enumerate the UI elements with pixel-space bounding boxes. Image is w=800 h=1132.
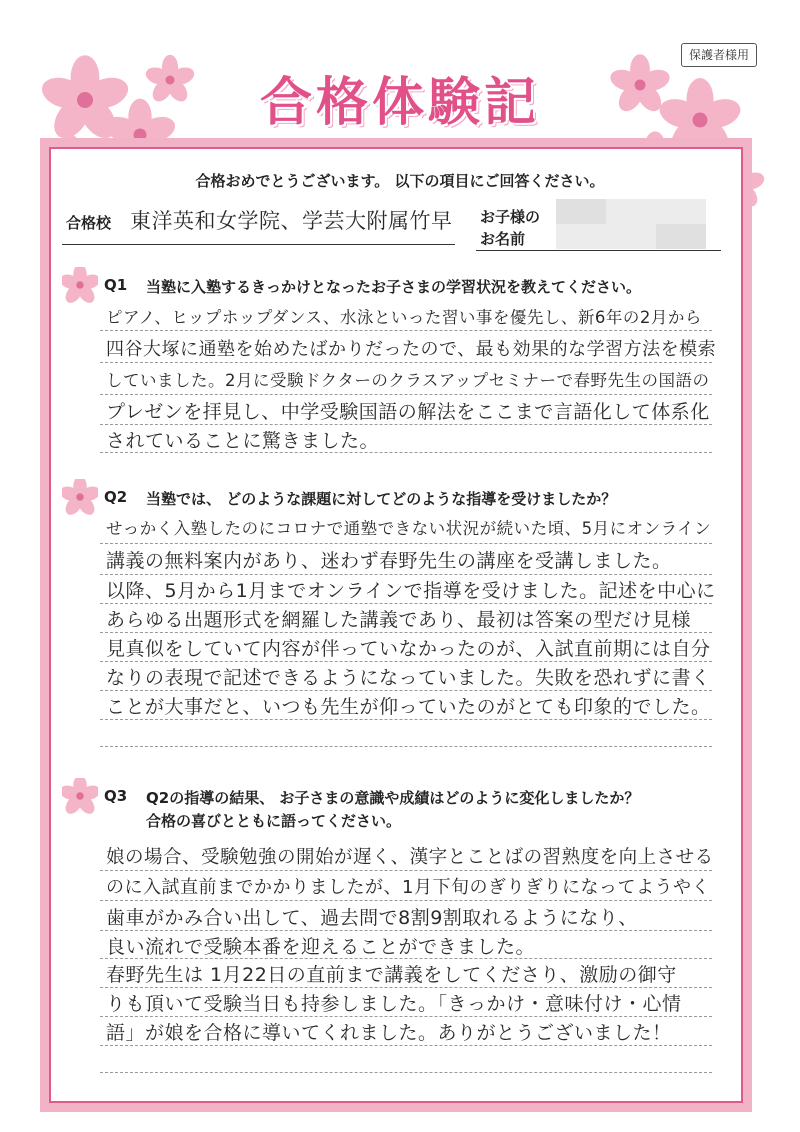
q3-rule-3 — [100, 930, 712, 931]
school-label: 合格校 — [66, 214, 112, 232]
q2-rule-3 — [100, 603, 712, 604]
q3-rule-7 — [100, 1045, 712, 1046]
child-name-underline — [476, 250, 721, 251]
q3-question-line-2: 合格の喜びとともに語ってください。 — [146, 812, 402, 830]
q2-rule-5 — [100, 661, 712, 662]
q3-answer-line-5: 春野先生は 1月22日の直前まで講義をしてくださり、激励の御守 — [106, 964, 677, 986]
q1-rule-1 — [100, 330, 712, 331]
q1-rule-2 — [100, 362, 712, 363]
q1-rule-5 — [100, 452, 712, 453]
q3-rule-5 — [100, 987, 712, 988]
q2-rule-7 — [100, 719, 712, 720]
school-underline — [62, 244, 455, 245]
q2-answer-line-1: せっかく入塾したのにコロナで通塾できない状況が続いた頃、5月にオンライン — [106, 519, 712, 538]
q3-rule-4 — [100, 958, 712, 959]
q3-rule-8 — [100, 1072, 712, 1073]
q2-answer-line-2: 講義の無料案内があり、迷わず春野先生の講座を受講しました。 — [106, 550, 672, 572]
q3-number: Q3 — [104, 787, 128, 805]
q1-question: 当塾に入塾するきっかけとなったお子さまの学習状況を教えてください。 — [146, 278, 642, 296]
q3-answer-line-4: 良い流れで受験本番を迎えることができました。 — [106, 936, 536, 958]
q3-answer-line-7: 語」が娘を合格に導いてくれました。ありがとうございました！ — [106, 1022, 672, 1044]
q3-question-line-1: Q2の指導の結果、 お子さまの意識や成績はどのように変化しましたか？ — [146, 789, 640, 807]
q2-rule-8 — [100, 746, 712, 747]
q3-answer-line-3: 歯車がかみ合い出して、過去問で8割9割取れるようになり、 — [106, 907, 638, 929]
child-name-label-2: お名前 — [480, 230, 526, 248]
redacted-name — [556, 199, 706, 249]
q2-question: 当塾では、 どのような課題に対してどのような指導を受けましたか？ — [146, 490, 617, 508]
q1-answer-line-3: していました。2月に受験ドクターのクラスアップセミナーで春野先生の国語の — [106, 371, 710, 390]
q2-rule-1 — [100, 543, 712, 544]
child-name-label-1: お子様の — [480, 208, 541, 226]
intro-text: 合格おめでとうございます。 以下の項目にご回答ください。 — [195, 172, 605, 190]
q3-rule-2 — [100, 900, 712, 901]
q2-answer-line-4: あらゆる出題形式を網羅した講義であり、最初は答案の型だけ見様 — [106, 609, 692, 631]
q2-answer-line-7: ことが大事だと、いつも先生が仰っていたのがとても印象的でした。 — [106, 696, 711, 718]
page-title: 合格体験記 — [259, 72, 540, 133]
q2-answer-line-6: なりの表現で記述できるようになっていました。失敗を恐れずに書く — [106, 667, 711, 689]
q1-answer-line-4: プレゼンを拝見し、中学受験国語の解法をここまで言語化して体系化 — [106, 401, 710, 423]
q1-answer-line-2: 四谷大塚に通塾を始めたばかりだったので、最も効果的な学習方法を模索 — [106, 339, 717, 360]
q2-blossom-icon — [62, 479, 98, 515]
q3-answer-line-6: りも頂いて受験当日も持参しました。「きっかけ・意味付け・心情 — [106, 993, 682, 1015]
q3-blossom-icon — [62, 778, 98, 814]
q3-answer-line-2: のに入試直前までかかりましたが、1月下旬のぎりぎりになってようやく — [106, 877, 710, 898]
q2-number: Q2 — [104, 488, 128, 506]
q1-rule-4 — [100, 424, 712, 425]
q3-answer-line-1: 娘の場合、受験勉強の開始が遅く、漢字とことばの習熟度を向上させる — [106, 847, 714, 868]
school-value: 東洋英和女学院、学芸大附属竹早 — [130, 209, 453, 233]
q1-answer-line-5: されていることに驚きました。 — [106, 430, 380, 452]
q2-rule-4 — [100, 632, 712, 633]
q2-rule-2 — [100, 574, 712, 575]
q3-rule-1 — [100, 870, 712, 871]
q1-rule-3 — [100, 394, 712, 395]
guardian-use-tag: 保護者様用 — [681, 43, 757, 67]
q3-rule-6 — [100, 1016, 712, 1017]
q1-answer-line-1: ピアノ、ヒップホップダンス、水泳といった習い事を優先し、新6年の2月から — [106, 308, 702, 327]
q2-answer-line-3: 以降、5月から1月までオンラインで指導を受けました。記述を中心に — [106, 580, 716, 602]
q1-number: Q1 — [104, 276, 128, 294]
q1-blossom-icon — [62, 267, 98, 303]
q2-answer-line-5: 見真似をしていて内容が伴っていなかったのが、入試直前期には自分 — [106, 638, 711, 660]
q2-rule-6 — [100, 690, 712, 691]
